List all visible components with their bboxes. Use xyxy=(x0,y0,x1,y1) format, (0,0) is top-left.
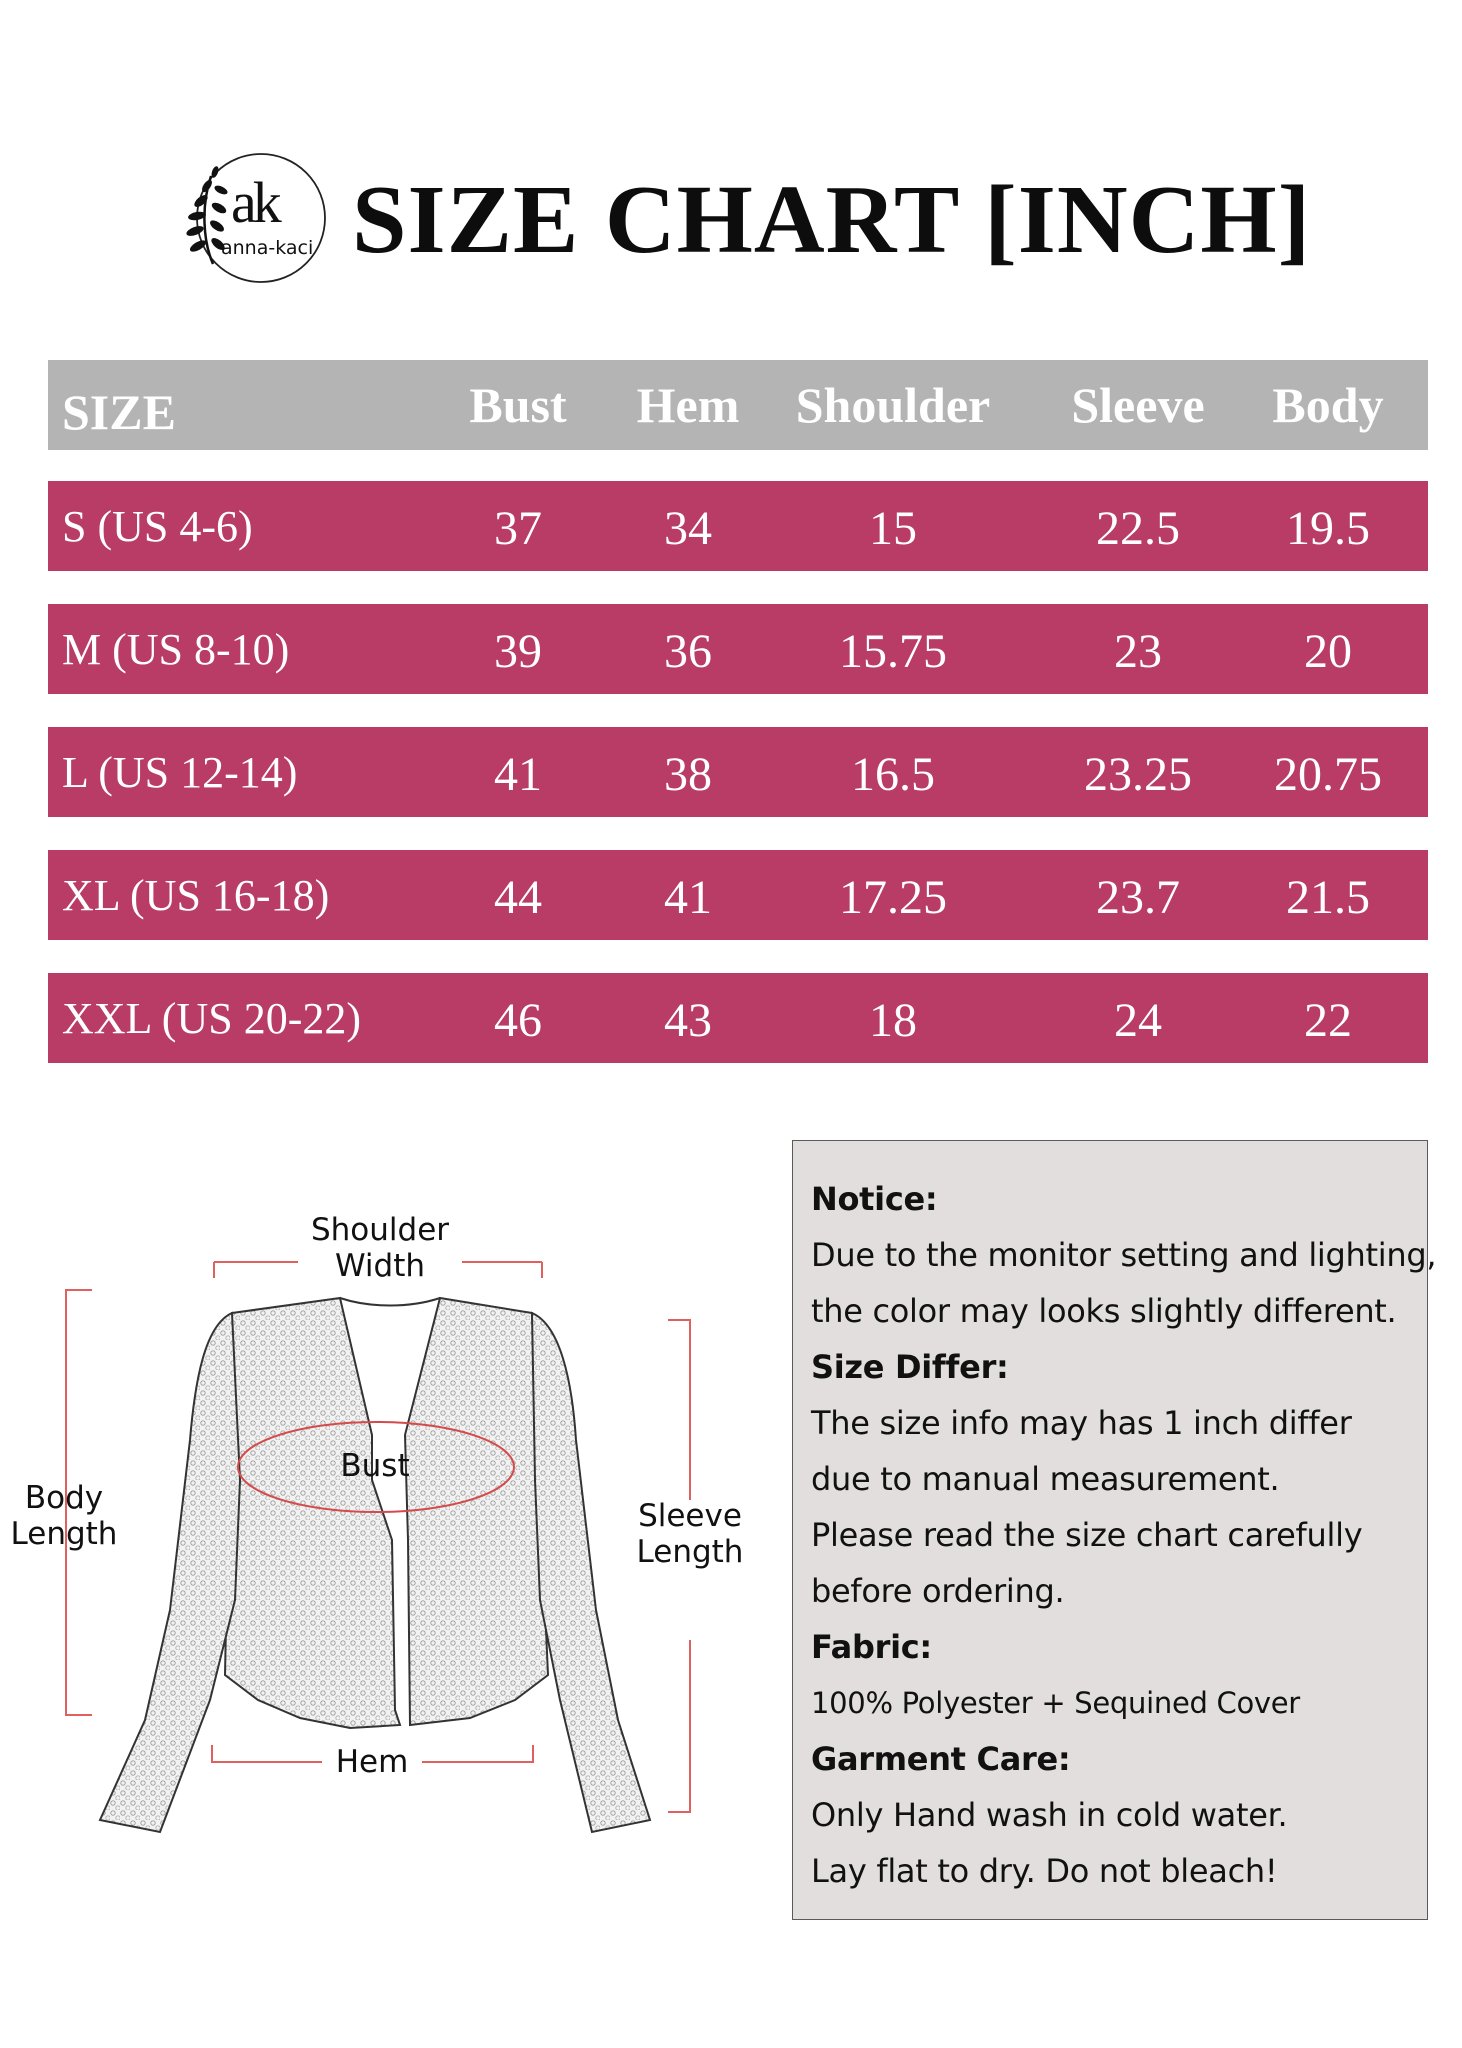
notice-heading: Notice: xyxy=(811,1180,938,1218)
fabric-heading: Fabric: xyxy=(811,1628,932,1666)
cell-bust: 44 xyxy=(494,871,542,924)
notice-text: the color may looks slightly different. xyxy=(811,1292,1397,1330)
table-row xyxy=(48,850,1428,940)
cell-size: L (US 12-14) xyxy=(62,748,298,797)
header-hem: Hem xyxy=(636,377,740,433)
cell-hem: 43 xyxy=(664,994,712,1047)
garment-care-heading: Garment Care: xyxy=(811,1740,1071,1778)
cell-size: S (US 4-6) xyxy=(62,502,253,551)
cell-bust: 41 xyxy=(494,748,542,801)
cell-sleeve: 23.7 xyxy=(1096,871,1180,924)
size-differ-text: before ordering. xyxy=(811,1572,1065,1610)
cell-sleeve: 22.5 xyxy=(1096,502,1180,555)
table-row xyxy=(48,973,1428,1063)
cell-body: 22 xyxy=(1304,994,1352,1047)
size-differ-text: The size info may has 1 inch differ xyxy=(811,1404,1352,1442)
cell-shoulder: 17.25 xyxy=(839,871,947,924)
cell-shoulder: 16.5 xyxy=(851,748,935,801)
size-differ-text: due to manual measurement. xyxy=(811,1460,1280,1498)
body-length-label xyxy=(0,1480,128,1552)
header-sleeve: Sleeve xyxy=(1071,377,1205,433)
table-row xyxy=(48,604,1428,694)
cell-hem: 38 xyxy=(664,748,712,801)
cell-body: 21.5 xyxy=(1286,871,1370,924)
size-differ-heading: Size Differ: xyxy=(811,1348,1009,1386)
body-label-line2: Length xyxy=(10,1516,118,1552)
garment-care-text: Lay flat to dry. Do not bleach! xyxy=(811,1852,1278,1890)
bust-label: Bust xyxy=(340,1448,410,1484)
cell-sleeve: 23 xyxy=(1114,625,1162,678)
shoulder-width-label xyxy=(300,1212,460,1284)
cell-hem: 36 xyxy=(664,625,712,678)
hem-label: Hem xyxy=(335,1744,409,1780)
cell-shoulder: 15.75 xyxy=(839,625,947,678)
brand-monogram: ak xyxy=(231,170,278,235)
fabric-text: 100% Polyester + Sequined Cover xyxy=(811,1686,1300,1720)
body-label-line1: Body xyxy=(24,1480,104,1516)
garment-care-text: Only Hand wash in cold water. xyxy=(811,1796,1288,1834)
notice-text: Due to the monitor setting and lighting, xyxy=(811,1236,1437,1274)
size-differ-text: Please read the size chart carefully xyxy=(811,1516,1363,1554)
cell-hem: 34 xyxy=(664,502,712,555)
notice-box xyxy=(792,1140,1437,1920)
header-size: SIZE xyxy=(62,384,176,440)
cell-shoulder: 18 xyxy=(869,994,917,1047)
cell-sleeve: 24 xyxy=(1114,994,1162,1047)
sleeve-length-label xyxy=(628,1498,752,1570)
measurement-diagram xyxy=(0,1180,780,1880)
sleeve-label-line1: Sleeve xyxy=(638,1498,742,1534)
cell-bust: 46 xyxy=(494,994,542,1047)
cell-bust: 39 xyxy=(494,625,542,678)
cell-body: 20.75 xyxy=(1274,748,1382,801)
cell-body: 20 xyxy=(1304,625,1352,678)
shoulder-label-line2: Width xyxy=(334,1248,426,1284)
brand-name: anna-kaci xyxy=(221,237,314,259)
header-bust: Bust xyxy=(469,377,567,433)
cell-body: 19.5 xyxy=(1286,502,1370,555)
table-header xyxy=(48,360,1428,450)
cell-hem: 41 xyxy=(664,871,712,924)
cell-size: M (US 8-10) xyxy=(62,625,290,674)
cell-sleeve: 23.25 xyxy=(1084,748,1192,801)
shoulder-label-line1: Shoulder xyxy=(310,1212,450,1248)
header-body: Body xyxy=(1272,377,1384,433)
sleeve-label-line2: Length xyxy=(636,1534,744,1570)
table-row xyxy=(48,481,1428,571)
header-shoulder: Shoulder xyxy=(795,377,991,433)
page-title: SIZE CHART [INCH] xyxy=(352,166,1312,274)
cell-size: XL (US 16-18) xyxy=(62,871,330,920)
table-row xyxy=(48,727,1428,817)
cell-bust: 37 xyxy=(494,502,542,555)
cell-size: XXL (US 20-22) xyxy=(62,994,361,1043)
cell-shoulder: 15 xyxy=(869,502,917,555)
brand-logo xyxy=(173,146,328,291)
